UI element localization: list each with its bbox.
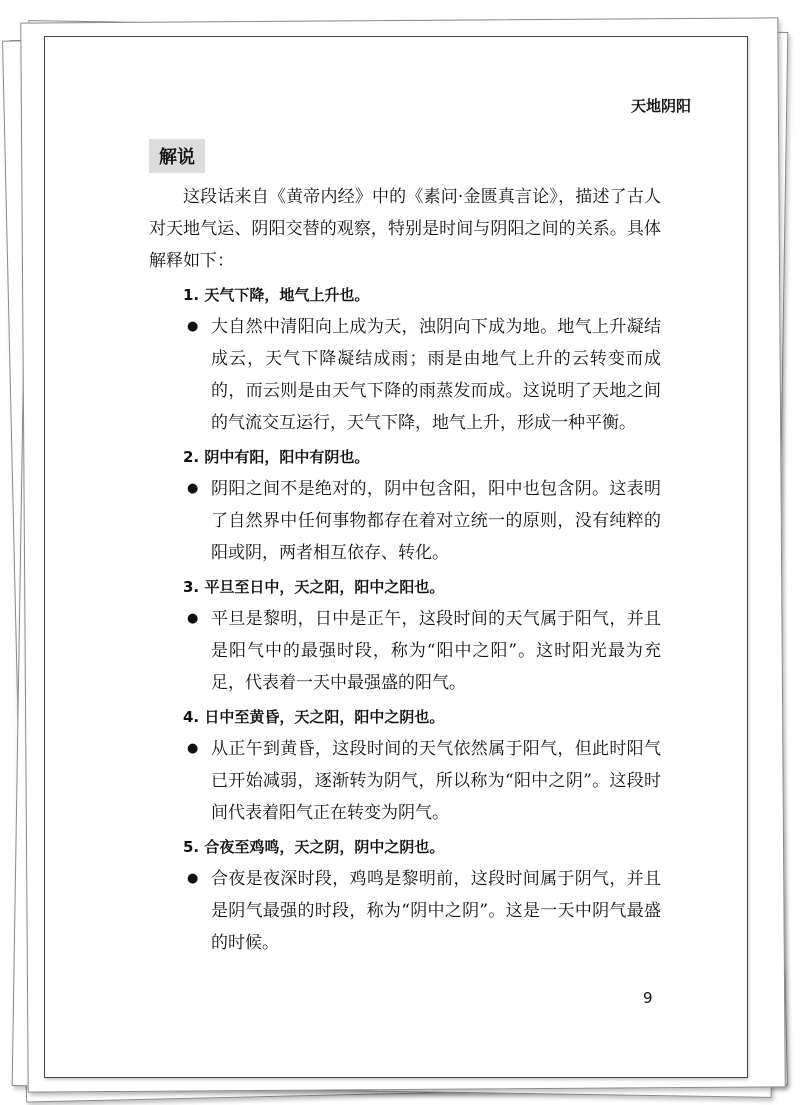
bullet-text: 合夜是夜深时段，鸡鸣是黎明前，这段时间属于阴气，并且是阴气最强的时段，称为“阴中之阴”。这是一天中阴气最盛的时候。 <box>211 869 661 953</box>
book-page <box>44 36 748 1078</box>
bullet-icon: ● <box>187 319 199 334</box>
bullet-text: 阴阳之间不是绝对的，阴中包含阳，阳中也包含阴。这表明了自然界中任何事物都存在着对立统一的原则，没有纯粹的阳或阴，两者相互依存、转化。 <box>211 479 661 563</box>
intro-paragraph: 这段话来自《黄帝内经》中的《素问·金匮真言论》，描述了古人对天地气运、阴阳交替的观察，特别是时间与阴阳之间的关系。具体解释如下： <box>149 187 661 271</box>
list-item <box>149 701 661 829</box>
list-item <box>149 571 661 699</box>
bullet-text: 从正午到黄昏，这段时间的天气依然属于阳气，但此时阳气已开始减弱，逐渐转为阴气，所以称为“阳中之阴”。这段时间代表着阳气正在转变为阴气。 <box>211 739 661 823</box>
item-title: 1. 天气下降，地气上升也。 <box>183 286 370 304</box>
list-item <box>149 279 661 439</box>
item-title: 5. 合夜至鸡鸣，天之阴，阴中之阴也。 <box>183 838 445 856</box>
section-label: 解说 <box>149 139 205 173</box>
bullet-icon: ● <box>187 611 199 626</box>
bullet-paragraph <box>149 863 661 959</box>
bullet-paragraph <box>149 733 661 829</box>
item-title: 4. 日中至黄昏，天之阳，阳中之阴也。 <box>183 708 445 726</box>
list-item <box>149 441 661 569</box>
bullet-text: 平旦是黎明，日中是正午，这段时间的天气属于阳气，并且是阳气中的最强时段，称为“阳中之阳”。这时阳光最为充足，代表着一天中最强盛的阳气。 <box>211 609 661 693</box>
running-header: 天地阴阳 <box>630 97 691 115</box>
bullet-text: 大自然中清阳向上成为天，浊阴向下成为地。地气上升凝结成云，天气下降凝结成雨；雨是由地气上升的云转变而成的，而云则是由天气下降的雨蒸发而成。这说明了天地之间的气流交互运行，天气下降，地气上升，形成一种平衡。 <box>211 317 661 433</box>
bullet-paragraph <box>149 473 661 569</box>
bullet-paragraph <box>149 603 661 699</box>
list-item <box>149 831 661 959</box>
bullet-icon: ● <box>187 741 199 756</box>
bullet-icon: ● <box>187 481 199 496</box>
page-body <box>149 181 661 959</box>
page-number: 9 <box>643 989 653 1007</box>
item-title: 3. 平旦至日中，天之阳，阳中之阳也。 <box>183 578 445 596</box>
bullet-paragraph <box>149 311 661 439</box>
item-title: 2. 阴中有阳，阳中有阴也。 <box>183 448 370 466</box>
bullet-icon: ● <box>187 871 199 886</box>
